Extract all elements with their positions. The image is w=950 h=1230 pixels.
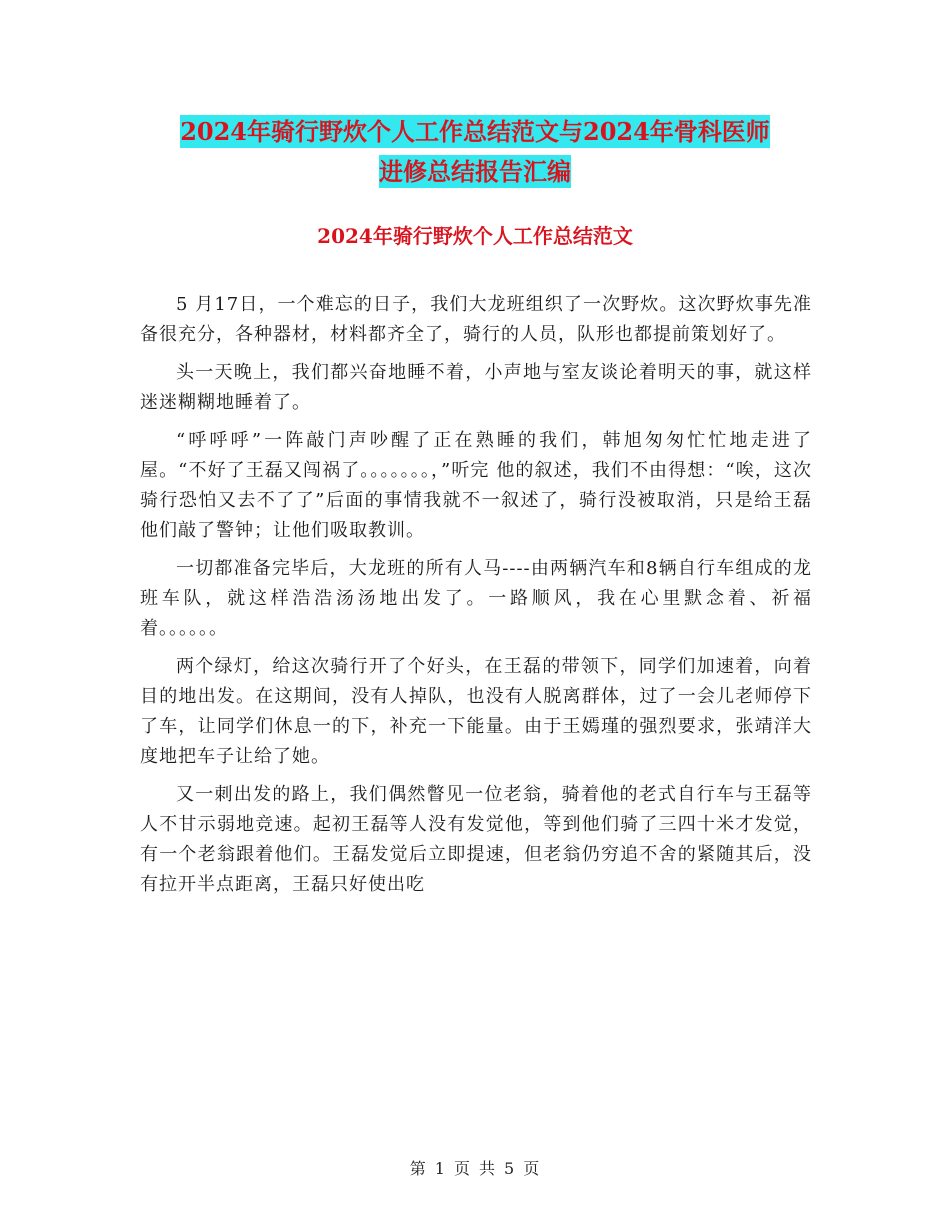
footer-label-page: 第 — [409, 1159, 427, 1178]
paragraph: “呼呼呼”一阵敲门声吵醒了正在熟睡的我们，韩旭匆匆忙忙地走进了屋。“不好了王磊又闯祸了。。。。。。。，”听完 他的叙述，我们不由得想：“唉，这次骑行恐怕又去不了了”后面的事情我就不一叙述了，骑行没被取消，只是给王磊他们敲了警钟；让他们吸取教训。 — [140, 430, 812, 541]
paragraph: 两个绿灯，给这次骑行开了个好头，在王磊的带领下，同学们加速着，向着目的地出发。在这期间，没有人掉队，也没有人脱离群体，过了一会儿老师停下了车，让同学们休息一的下，补充一下能量。由于王嫣瑾的强烈要求，张靖洋大度地把车子让给了她。 — [140, 656, 812, 767]
footer-current-page: 1 — [434, 1159, 446, 1178]
footer-label-unit: 页 — [453, 1159, 471, 1178]
section-title: 2024年骑行野炊个人工作总结范文 — [317, 224, 633, 248]
body-text — [140, 290, 812, 908]
page-footer — [0, 1156, 950, 1179]
paragraph: 头一天晚上，我们都兴奋地睡不着，小声地与室友谈论着明天的事，就这样迷迷糊糊地睡着了。 — [140, 362, 812, 413]
footer-total-pages: 5 — [504, 1159, 516, 1178]
paragraph: 一切都准备完毕后，大龙班的所有人马----由两辆汽车和8辆自行车组成的龙班车队，就这样浩浩汤汤地出发了。一路顺风，我在心里默念着、祈福着。。。。。。 — [140, 558, 812, 639]
footer-label-unit2: 页 — [523, 1159, 541, 1178]
document-title — [0, 112, 950, 192]
paragraph: 5 月17日，一个难忘的日子，我们大龙班组织了一次野炊。这次野炊事先准备很充分，各种器材，材料都齐全了，骑行的人员，队形也都提前策划好了。 — [140, 294, 812, 345]
footer-label-total: 共 — [479, 1159, 497, 1178]
document-title-line2: 进修总结报告汇编 — [379, 157, 571, 186]
paragraph: 又一刺出发的路上，我们偶然瞥见一位老翁，骑着他的老式自行车与王磊等人不甘示弱地竞速。起初王磊等人没有发觉他，等到他们骑了三四十米才发觉，有一个老翁跟着他们。王磊发觉后立即提速，但老翁仍穷追不舍的紧随其后，没有拉开半点距离，王磊只好使出吃 — [140, 784, 812, 895]
document-title-line1: 2024年骑行野炊个人工作总结范文与2024年骨科医师 — [180, 117, 770, 146]
